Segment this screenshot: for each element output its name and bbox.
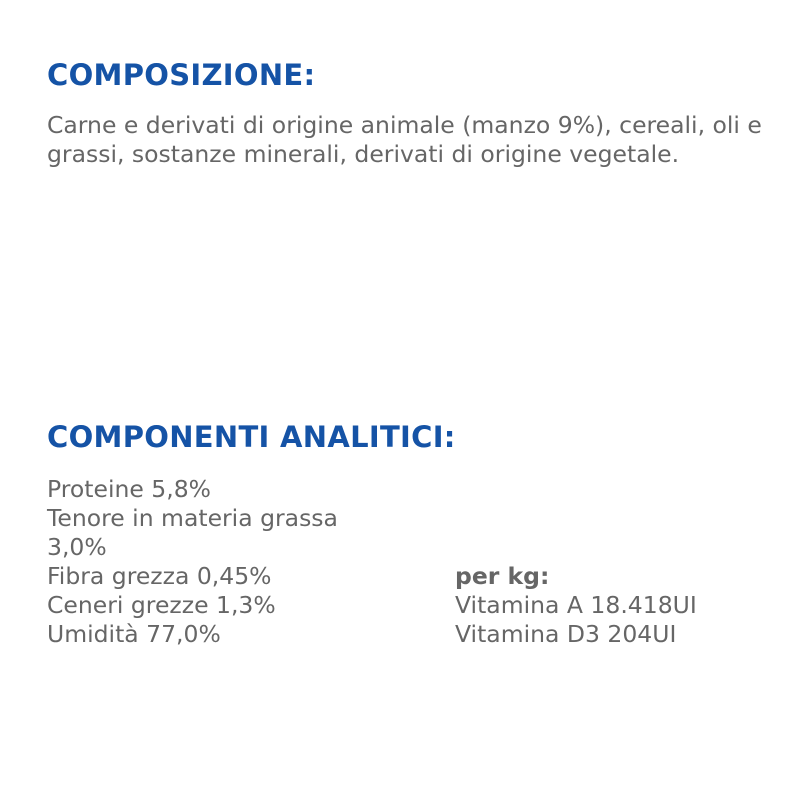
vitamin-d3-item: Vitamina D3 204UI bbox=[455, 620, 677, 648]
vitamin-a-item: Vitamina A 18.418UI bbox=[455, 591, 697, 619]
composition-text: Carne e derivati di origine animale (manzo 9%), cereali, oli e grassi, sostanze minerali, derivati di origine vegetale. bbox=[47, 111, 762, 168]
analytic-item-fat: Tenore in materia grassa 3,0% bbox=[47, 504, 338, 561]
vitamin-block bbox=[455, 562, 785, 649]
analytic-item-fiber: Fibra grezza 0,45% bbox=[47, 562, 272, 590]
per-kg-label: per kg: bbox=[455, 562, 550, 590]
analytic-item-moisture: Umidità 77,0% bbox=[47, 620, 221, 648]
analytics-heading: COMPONENTI ANALITICI: bbox=[47, 420, 456, 454]
analytic-item-ash: Ceneri grezze 1,3% bbox=[47, 591, 276, 619]
composition-heading: COMPOSIZIONE: bbox=[47, 58, 316, 92]
analytic-components-list bbox=[47, 475, 347, 649]
analytic-item-protein: Proteine 5,8% bbox=[47, 475, 212, 503]
